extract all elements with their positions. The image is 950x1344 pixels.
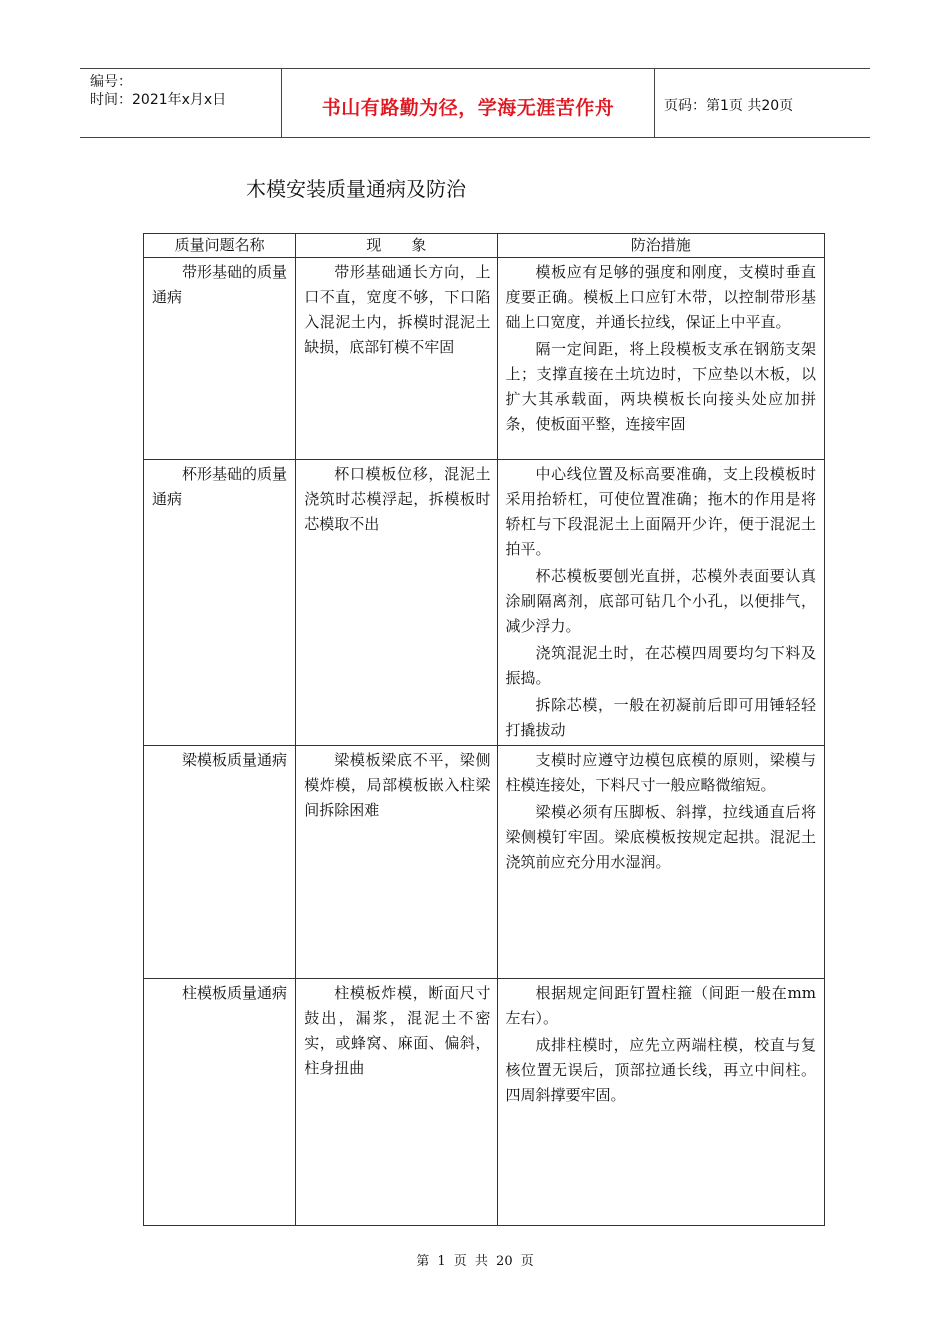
table-header-row (144, 234, 825, 258)
measure-paragraph: 成排柱模时，应先立两端柱模，校直与复核位置无误后，顶部拉通长线，再立中间柱。四周斜撑要牢固。 (505, 1036, 816, 1104)
header-issue-name: 质量问题名称 (144, 234, 296, 258)
table-row (144, 746, 825, 979)
table-row (144, 460, 825, 746)
header-measures: 防治措施 (497, 234, 825, 258)
page-footer: 第 1 页 共 20 页 (416, 1254, 534, 1269)
measure-paragraph: 杯芯模板要刨光直拼，芯模外表面要认真涂刷隔离剂，底部可钻几个小孔，以便排气，减少浮力。 (505, 567, 816, 635)
time-label: 时间：2021年x月x日 (90, 92, 227, 108)
issue-name: 柱模板质量通病 (144, 979, 296, 1226)
issue-measures (497, 258, 825, 460)
document-title: 木模安装质量通病及防治 (246, 177, 466, 201)
issue-symptom: 带形基础通长方向，上口不直，宽度不够，下口陷入混泥土内，拆模时混泥土缺损，底部钉模不牢固 (296, 258, 497, 460)
measure-paragraph: 支模时应遵守边模包底模的原则，梁模与柱模连接处，下料尺寸一般应略微缩短。 (505, 751, 816, 794)
measure-paragraph: 模板应有足够的强度和刚度，支模时垂直度要正确。模板上口应钉木带，以控制带形基础上口宽度，并通长拉线，保证上中平直。 (505, 263, 816, 331)
issue-measures (497, 746, 825, 979)
measure-paragraph: 中心线位置及标高要准确，支上段模板时采用抬轿杠，可使位置准确；拖木的作用是将轿杠与下段混泥土上面隔开少许，便于混泥土拍平。 (505, 465, 816, 558)
issue-name: 杯形基础的质量通病 (144, 460, 296, 746)
header-page-cell (654, 69, 870, 137)
table-row (144, 979, 825, 1226)
measure-paragraph: 隔一定间距，将上段模板支承在钢筋支架上；支撑直接在土坑边时，下应垫以木板，以扩大其承载面，两块模板长向接头处应加拼条，使板面平整，连接牢固 (505, 340, 816, 433)
measure-paragraph: 梁模必须有压脚板、斜撑，拉线通直后将梁侧模钉牢固。梁底模板按规定起拱。混泥土浇筑前应充分用水湿润。 (505, 803, 816, 871)
issue-name: 带形基础的质量 通病 (144, 258, 296, 460)
page-info: 页码：第1页 共20页 (664, 98, 794, 114)
measure-paragraph: 拆除芯模，一般在初凝前后即可用锤轻轻打撬拔动 (505, 696, 816, 739)
header-meta-cell (80, 69, 281, 137)
issue-symptom: 杯口模板位移，混泥土浇筑时芯模浮起，拆模板时芯模取不出 (296, 460, 497, 746)
code-label: 编号： (90, 74, 132, 90)
measure-paragraph: 根据规定间距钉置柱箍（间距一般在mm左右）。 (505, 984, 816, 1027)
issue-measures (497, 460, 825, 746)
header-motto-cell (281, 69, 655, 137)
header-symptom: 现 象 (296, 234, 497, 258)
measure-paragraph: 浇筑混泥土时，在芯模四周要均匀下料及振捣。 (505, 644, 816, 687)
quality-issue-table (143, 233, 825, 1226)
document-header (80, 68, 870, 138)
issue-symptom: 梁模板梁底不平，梁侧模炸模，局部模板嵌入柱梁间拆除困难 (296, 746, 497, 979)
issue-symptom: 柱模板炸模，断面尺寸鼓出，漏浆，混泥土不密实，或蜂窝、麻面、偏斜，柱身扭曲 (296, 979, 497, 1226)
issue-name: 梁模板质量通病 (144, 746, 296, 979)
motto: 书山有路勤为径，学海无涯苦作舟 (321, 97, 615, 119)
issue-measures (497, 979, 825, 1226)
table-row (144, 258, 825, 460)
